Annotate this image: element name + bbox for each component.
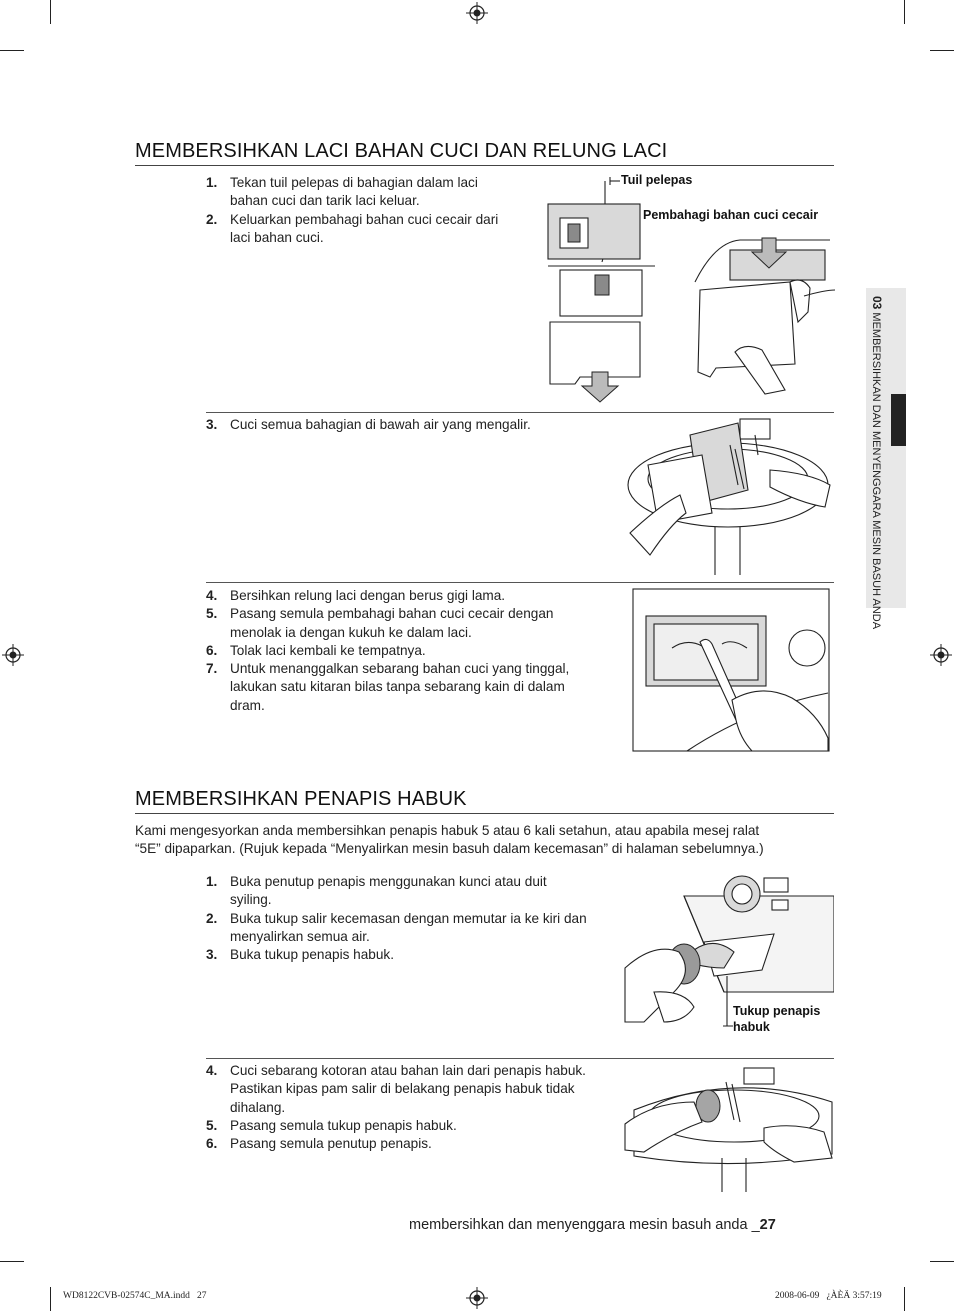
- steps-block-2: [206, 416, 606, 434]
- crop-mark: [0, 1261, 24, 1262]
- registration-mark-icon: [930, 644, 952, 666]
- step-number: 4.: [206, 588, 218, 603]
- step-text: Buka tukup salir kecemasan dengan memutar ia ke kiri dan menyalirkan semua air.: [230, 910, 587, 944]
- callout-filter-cap: Tukup penapis habuk: [733, 1004, 821, 1034]
- step-number: 5.: [206, 1117, 218, 1133]
- step-item: [206, 910, 618, 947]
- step-item: [206, 873, 618, 910]
- step-divider: [206, 582, 834, 583]
- page-number: 27: [759, 1217, 776, 1233]
- crop-mark: [50, 1287, 51, 1311]
- step-number: 4.: [206, 1063, 218, 1078]
- crop-mark: [930, 1261, 954, 1262]
- step-divider: [206, 1058, 834, 1059]
- chapter-tab-label: [870, 296, 884, 629]
- drawer-removal-illustration: [540, 172, 840, 404]
- step-number: 3.: [206, 417, 218, 432]
- section-title-drawer: MEMBERSIHKAN LACI BAHAN CUCI DAN RELUNG LACI: [135, 140, 668, 162]
- step-number: 6.: [206, 1136, 218, 1152]
- step-item: [206, 1117, 618, 1135]
- registration-mark-icon: [466, 1287, 488, 1309]
- crop-mark: [0, 50, 24, 51]
- filter-steps-block-2: [206, 1062, 618, 1153]
- crop-mark: [904, 0, 905, 24]
- washing-drawer-illustration: [620, 415, 835, 575]
- step-number: 1.: [206, 175, 218, 190]
- running-title: membersihkan dan menyenggara mesin basuh anda _: [409, 1217, 760, 1233]
- step-text: Tekan tuil pelepas di bahagian dalam laci bahan cuci dan tarik laci keluar.: [230, 175, 478, 209]
- crop-mark: [50, 0, 51, 24]
- steps-block-3: [206, 587, 601, 715]
- chapter-number: 03: [870, 296, 884, 310]
- step-text: Buka penutup penapis menggunakan kunci atau duit syiling.: [230, 874, 547, 908]
- slug-datetime: 2008-06-09 ¿ÀÈÄ 3:57:19: [775, 1291, 882, 1301]
- step-text: Pasang semula penutup penapis.: [230, 1136, 432, 1152]
- step-text: Keluarkan pembahagi bahan cuci cecair dari laci bahan cuci.: [230, 211, 499, 245]
- step-number: 5.: [206, 606, 218, 622]
- step-item: [206, 605, 601, 642]
- step-text: Pasang semula tukup penapis habuk.: [230, 1117, 457, 1133]
- registration-mark-icon: [2, 644, 24, 666]
- step-item: [206, 946, 618, 964]
- step-text: Cuci semua bahagian di bawah air yang mengalir.: [230, 417, 531, 432]
- step-number: 3.: [206, 947, 218, 963]
- step-text: Buka tukup penapis habuk.: [230, 947, 395, 963]
- step-item: [206, 1062, 618, 1117]
- chapter-tab-marker: [891, 394, 906, 446]
- step-item: [206, 642, 601, 660]
- step-item: [206, 211, 526, 248]
- section-divider: [135, 165, 834, 166]
- washing-filter-illustration: [624, 1062, 836, 1192]
- crop-mark: [930, 50, 954, 51]
- step-item: [206, 660, 601, 715]
- step-text: Untuk menanggalkan sebarang bahan cuci yang tinggal, lakukan satu kitaran bilas tanpa sebarang kain di dalam dram.: [230, 661, 570, 713]
- step-number: 7.: [206, 661, 218, 677]
- steps-block-1: [206, 174, 526, 247]
- chapter-title: MEMBERSIHKAN DAN MENYENGGARA MESIN BASUH ANDA: [870, 312, 882, 630]
- step-divider: [206, 412, 834, 413]
- step-text: Pasang semula pembahagi bahan cuci cecair dengan menolak ia dengan kukuh ke dalam laci.: [230, 606, 554, 640]
- filter-steps-block-1: [206, 873, 618, 964]
- step-item: [206, 174, 526, 211]
- step-item: [206, 587, 601, 605]
- registration-mark-icon: [466, 2, 488, 24]
- step-item: [206, 1135, 618, 1153]
- step-item: [206, 416, 606, 434]
- step-text: Cuci sebarang kotoran atau bahan lain dari penapis habuk. Pastikan kipas pam salir di belakang penapis habuk tidak dihalang.: [230, 1063, 586, 1115]
- slug-file: WD8122CVB-02574C_MA.indd 27: [63, 1291, 207, 1301]
- step-number: 2.: [206, 910, 218, 926]
- running-footer: [409, 1217, 776, 1233]
- crop-mark: [904, 1287, 905, 1311]
- callout-liquid-divider: Pembahagi bahan cuci cecair: [643, 208, 819, 222]
- section-title-filter: MEMBERSIHKAN PENAPIS HABUK: [135, 788, 467, 810]
- step-text: Tolak laci kembali ke tempatnya.: [230, 642, 426, 658]
- step-text: Bersihkan relung laci dengan berus gigi lama.: [230, 588, 506, 603]
- section-divider: [135, 813, 834, 814]
- filter-intro: Kami mengesyorkan anda membersihkan penapis habuk 5 atau 6 kali setahun, atau apabila mesej ralat “5E” dipaparkan. (Rujuk kepada “Menyalirkan mesin basuh dalam kecemasan” di halaman sebelumnya.): [135, 823, 764, 857]
- brushing-recess-illustration: [632, 588, 832, 753]
- step-number: 2.: [206, 211, 218, 227]
- callout-release-lever: Tuil pelepas: [621, 173, 693, 187]
- step-number: 6.: [206, 642, 218, 658]
- step-number: 1.: [206, 874, 218, 889]
